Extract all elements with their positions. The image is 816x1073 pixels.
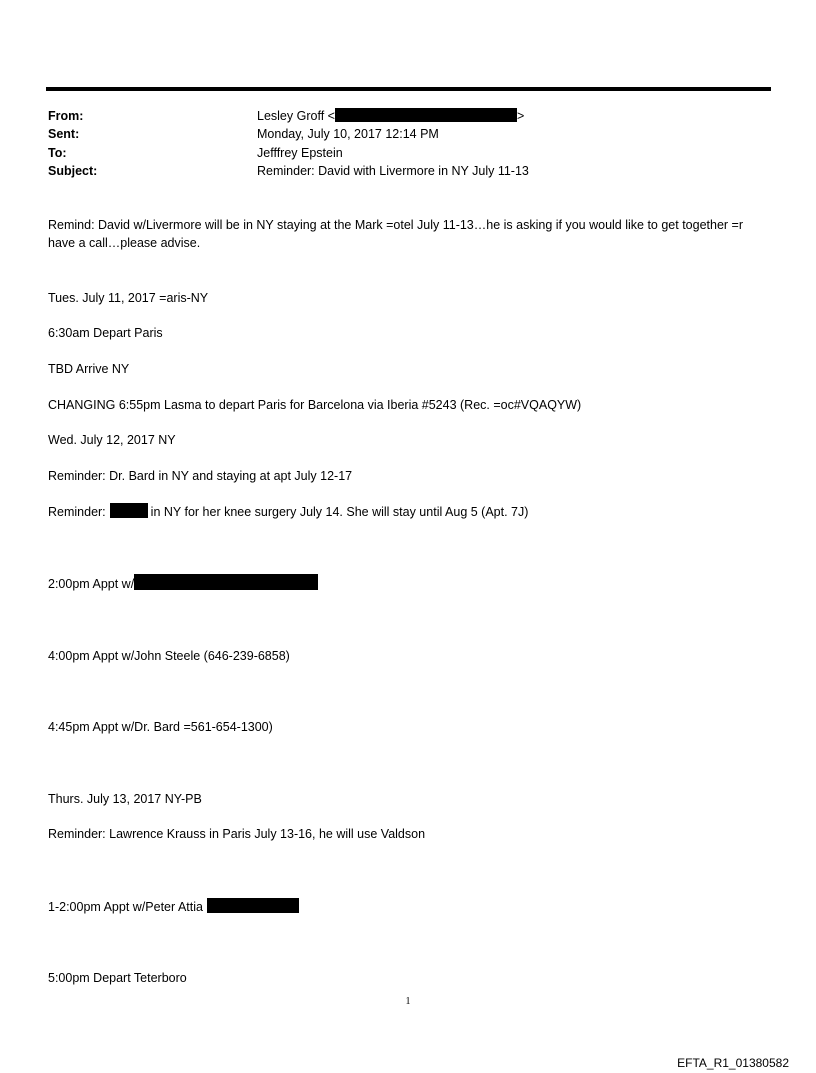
day2-reminder-surgery (48, 503, 528, 521)
subject-label: Subject: (48, 164, 98, 178)
day3-appt-attia (48, 898, 299, 916)
redacted-email (335, 108, 517, 122)
sender-email-close: > (516, 109, 525, 123)
sent-value: Monday, July 10, 2017 12:14 PM (257, 127, 439, 141)
to-value: Jefffrey Epstein (257, 146, 343, 160)
to-label: To: (48, 146, 67, 160)
day2-reminder-bard: Reminder: Dr. Bard in NY and staying at apt July 12-17 (48, 469, 353, 483)
day2-heading: Wed. July 12, 2017 NY (48, 433, 176, 447)
day3-heading: Thurs. July 13, 2017 NY-PB (48, 792, 202, 806)
bates-number: EFTA_R1_01380582 (677, 1056, 789, 1070)
page-number: 1 (405, 996, 411, 1007)
day1-item-arrive: TBD Arrive NY (48, 362, 130, 376)
day2-appt-steele: 4:00pm Appt w/John Steele (646-239-6858) (48, 649, 290, 663)
subject-value: Reminder: David with Livermore in NY July 11-13 (257, 164, 529, 178)
sender-email-open: < (327, 109, 335, 123)
from-label: From: (48, 109, 84, 123)
day1-heading: Tues. July 11, 2017 =aris-NY (48, 291, 209, 305)
redacted-name (110, 503, 148, 518)
intro-paragraph: Remind: David w/Livermore will be in NY staying at the Mark =otel July 11-13…he is asking if you would like to get together =r have a call…please advise. (48, 218, 744, 250)
reminder-prefix: Reminder: (48, 505, 106, 519)
day1-item-depart: 6:30am Depart Paris (48, 326, 163, 340)
from-value (257, 108, 524, 124)
reminder-suffix: in NY for her knee surgery July 14. She will stay until Aug 5 (Apt. 7J) (150, 505, 529, 519)
day1-item-changing: CHANGING 6:55pm Lasma to depart Paris for Barcelona via Iberia #5243 (Rec. =oc#VQAQYW) (48, 398, 582, 412)
appt-text: 1-2:00pm Appt w/Peter Attia (48, 900, 203, 914)
day2-appt-redacted (48, 574, 318, 593)
redacted-contact (134, 574, 318, 590)
appt-text: 2:00pm Appt w/ (48, 577, 135, 591)
day3-depart: 5:00pm Depart Teterboro (48, 971, 187, 985)
header-divider (46, 87, 771, 91)
day2-appt-bard: 4:45pm Appt w/Dr. Bard =561-654-1300) (48, 720, 273, 734)
sent-label: Sent: (48, 127, 80, 141)
redacted-phone (207, 898, 299, 913)
sender-name: Lesley Groff (257, 109, 325, 123)
day3-reminder-krauss: Reminder: Lawrence Krauss in Paris July 13-16, he will use Valdson (48, 827, 426, 841)
